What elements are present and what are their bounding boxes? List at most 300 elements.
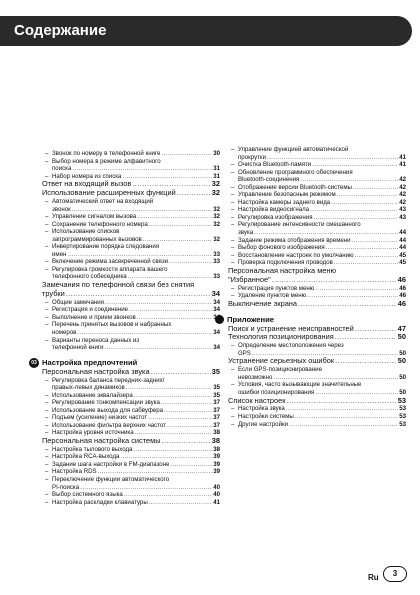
toc-entry-text: Если GPS-позиционирование	[238, 366, 322, 374]
dot-leader	[162, 437, 211, 446]
toc-entry-page: 42	[399, 191, 406, 199]
dot-leader	[137, 314, 213, 322]
bullet-dash: –	[45, 453, 49, 461]
toc-entry-page: 35	[213, 391, 220, 399]
toc-entry-page: 37	[213, 406, 220, 414]
toc-entry-page: 44	[399, 244, 406, 252]
toc-entry[interactable]	[228, 244, 406, 252]
bullet-dash: –	[45, 258, 49, 266]
bullet-dash: –	[45, 265, 49, 273]
bullet-dash: –	[45, 298, 49, 306]
bullet-dash: –	[231, 405, 235, 413]
toc-entry-page: 44	[399, 236, 406, 244]
toc-entry[interactable]	[42, 453, 220, 461]
dot-leader	[126, 384, 212, 392]
toc-entry[interactable]	[42, 468, 220, 476]
section-number-badge: 03	[29, 358, 39, 368]
dot-leader	[133, 446, 212, 454]
dot-leader	[352, 237, 399, 245]
dot-leader	[353, 184, 398, 192]
toc-entry-page: 35	[213, 384, 220, 392]
toc-entry-page: 38	[213, 445, 220, 453]
toc-entry-text: Персональная настройка меню	[228, 265, 337, 275]
toc-entry[interactable]	[42, 150, 220, 158]
dot-leader	[307, 292, 398, 300]
dot-leader	[335, 357, 397, 366]
dot-leader	[77, 329, 212, 337]
dot-leader	[326, 244, 399, 252]
toc-entry[interactable]	[228, 342, 406, 357]
toc-entry[interactable]	[228, 237, 406, 245]
toc-entry-page: 34	[211, 288, 220, 298]
toc-entry-page: 34	[213, 344, 220, 352]
toc-entry-text: трубки	[42, 288, 65, 298]
toc-entry-text: Управление безопасным режимом	[238, 191, 336, 199]
page-number: 3	[383, 566, 407, 582]
dot-leader	[272, 276, 397, 285]
toc-entry-text: Восстановление настроек по умолчанию	[238, 251, 354, 259]
bullet-dash: –	[45, 491, 49, 499]
section-number-badge	[215, 315, 224, 324]
toc-entry-page: 32	[213, 213, 220, 221]
page-title: Содержание	[14, 22, 107, 39]
bullet-dash: –	[45, 220, 49, 228]
toc-entry[interactable]	[228, 191, 406, 199]
toc-entry[interactable]	[42, 407, 220, 415]
bullet-dash: –	[45, 460, 49, 468]
bullet-dash: –	[231, 161, 235, 169]
dot-leader	[164, 407, 212, 415]
bullet-dash: –	[231, 342, 235, 350]
toc-entry[interactable]	[42, 437, 220, 446]
toc-entry[interactable]	[42, 314, 220, 322]
toc-entry-page: 53	[399, 420, 406, 428]
dot-leader	[72, 206, 212, 214]
toc-entry-text: Определение местоположения через	[238, 342, 344, 350]
bullet-dash: –	[45, 198, 49, 205]
toc-entry-text: Удаление пунктов меню	[238, 292, 307, 300]
toc-entry-page: 50	[399, 389, 406, 397]
toc-entry-text: "Избранное"	[228, 274, 271, 284]
toc-entry[interactable]	[228, 397, 406, 406]
toc-entry-text: Регулировка изображения	[238, 213, 313, 221]
toc-entry[interactable]	[228, 206, 406, 214]
toc-entry-page: 37	[213, 399, 220, 407]
toc-entry-text: Общие замечания	[52, 298, 104, 306]
toc-entry-text: номеров	[52, 329, 77, 337]
toc-entry[interactable]	[42, 228, 220, 243]
toc-entry-text: телефонного собеседника	[52, 273, 127, 281]
toc-entry[interactable]	[228, 221, 406, 236]
toc-column-right	[228, 146, 406, 428]
toc-entry-text: Включение режима засекреченной связи	[52, 258, 169, 266]
toc-entry-page: 32	[213, 220, 220, 228]
toc-entry-page: 38	[213, 429, 220, 437]
toc-entry-text: ошибки позиционирования	[238, 389, 315, 397]
toc-entry-text: Обновление программного обеспечения	[238, 168, 353, 176]
toc-entry[interactable]	[42, 266, 220, 281]
toc-entry[interactable]	[228, 169, 406, 184]
toc-entry-text: Bluetooth-соединения	[238, 176, 300, 184]
toc-entry-text: Настройка тылового выхода	[52, 445, 133, 453]
toc-entry-text: Поиск и устранение неисправностей	[228, 323, 354, 333]
toc-entry[interactable]	[228, 267, 406, 285]
toc-entry-text: Настройка уровня источника	[52, 429, 134, 437]
dot-leader	[149, 499, 213, 507]
toc-entry-page: 40	[213, 483, 220, 491]
bullet-dash: –	[231, 251, 235, 259]
toc-entry-text: звука	[238, 229, 254, 237]
toc-entry[interactable]	[228, 199, 406, 207]
dot-leader	[355, 325, 397, 334]
bullet-dash: –	[231, 236, 235, 244]
toc-entry[interactable]	[42, 299, 220, 307]
toc-entry[interactable]	[228, 333, 406, 342]
toc-entry-page: 50	[397, 356, 406, 366]
bullet-dash: –	[45, 376, 49, 384]
bullet-dash: –	[231, 420, 235, 428]
toc-entry[interactable]	[228, 413, 406, 421]
bullet-dash: –	[45, 228, 49, 236]
toc-entry-text: Выбор номера в режиме алфавитного	[52, 157, 161, 165]
toc-entry-text: правых-левых динамиков	[52, 384, 125, 392]
dot-leader	[122, 173, 212, 181]
bullet-dash: –	[45, 421, 49, 429]
toc-entry-text: Настройка камеры заднего вида	[238, 198, 331, 206]
toc-entry[interactable]	[228, 381, 406, 396]
toc-entry-text: Задание шага настройки в FM-диапазоне	[52, 460, 170, 468]
dot-leader	[298, 300, 397, 309]
toc-entry-page: 33	[213, 273, 220, 281]
toc-entry[interactable]	[228, 146, 406, 161]
bullet-dash: –	[231, 206, 235, 214]
toc-entry-page: 34	[213, 329, 220, 337]
toc-entry-text: Варианты переноса данных из	[52, 336, 140, 344]
toc-entry[interactable]	[228, 252, 406, 260]
toc-entry-text: Звонок по номеру в телефонной книге	[52, 150, 161, 157]
toc-entry-text: Персональная настройка звука	[42, 366, 150, 376]
toc-entry[interactable]	[42, 306, 220, 314]
toc-entry-text: Настройка раскладки клавиатуры	[52, 498, 148, 506]
toc-entry-page: 41	[399, 153, 406, 161]
dot-leader	[80, 484, 212, 492]
bullet-dash: –	[45, 321, 49, 329]
toc-entry-text: Замечания по телефонной связи без снятия	[42, 280, 195, 290]
toc-entry[interactable]	[42, 476, 220, 491]
toc-entry[interactable]	[42, 491, 220, 499]
bullet-dash: –	[231, 366, 235, 374]
bullet-dash: –	[231, 413, 235, 421]
toc-entry-text: Устранение серьезных ошибок	[228, 356, 335, 366]
toc-entry[interactable]	[228, 421, 406, 429]
dot-leader	[149, 221, 212, 229]
toc-entry-page: 53	[397, 395, 406, 405]
toc-entry-text: прокрутки	[238, 153, 266, 161]
toc-entry-text: Использование выхода для сабвуфера	[52, 406, 164, 414]
toc-entry[interactable]	[228, 184, 406, 192]
toc-entry[interactable]	[228, 366, 406, 381]
dot-leader	[310, 206, 398, 214]
toc-entry-text: Выполнение и прием звонков	[52, 313, 136, 321]
toc-entry[interactable]	[42, 499, 220, 507]
bullet-dash: –	[231, 284, 235, 292]
toc-entry-text: Управление сигналом вызова	[52, 213, 137, 221]
toc-entry-text: Проверка подключения проводов	[238, 259, 333, 267]
toc-entry-page: 37	[213, 421, 220, 429]
toc-entry-text: Регистрация пунктов меню	[238, 284, 315, 292]
toc-entry-text: GPS	[238, 349, 251, 357]
toc-entry-page: 39	[213, 453, 220, 461]
toc-entry-page: 34	[213, 306, 220, 314]
dot-leader	[286, 397, 396, 406]
dot-leader	[355, 252, 399, 260]
toc-entry-page: 30	[213, 150, 220, 157]
section-title: Приложение	[227, 314, 275, 324]
toc-entry-text: Настройка RDS	[52, 468, 97, 476]
toc-entry-text: Сохранение телефонного номера	[52, 220, 148, 228]
toc-entry-page: 46	[397, 274, 406, 284]
dot-leader	[72, 165, 212, 173]
toc-entry[interactable]	[42, 337, 220, 352]
toc-entry-page: 46	[399, 284, 406, 292]
bullet-dash: –	[45, 391, 49, 399]
dot-leader	[167, 422, 212, 430]
bullet-dash: –	[45, 150, 49, 157]
dot-leader	[314, 214, 399, 222]
toc-entry-text: невозможно	[238, 373, 273, 381]
bullet-dash: –	[45, 313, 49, 321]
toc-entry[interactable]	[42, 422, 220, 430]
toc-entry-page: 46	[399, 292, 406, 300]
bullet-dash: –	[45, 414, 49, 422]
toc-entry-text: Управление функцией автоматической	[238, 146, 349, 153]
toc-entry-text: запрограммированных вызовов	[52, 235, 142, 243]
toc-entry-page: 32	[211, 188, 220, 198]
toc-entry[interactable]	[228, 405, 406, 413]
toc-entry[interactable]	[42, 446, 220, 454]
toc-entry-text: имен	[52, 250, 67, 258]
bullet-dash: –	[45, 157, 49, 165]
toc-entry[interactable]	[42, 258, 220, 266]
toc-entry-page: 39	[213, 460, 220, 468]
header-bar	[0, 16, 412, 46]
bullet-dash: –	[231, 168, 235, 176]
toc-entry-text: Регулировка баланса передних-задних/	[52, 376, 165, 384]
toc-entry-page: 45	[399, 259, 406, 267]
toc-entry-text: поиска	[52, 165, 72, 173]
bullet-dash: –	[45, 406, 49, 414]
bullet-dash: –	[45, 445, 49, 453]
bullet-dash: –	[231, 292, 235, 300]
toc-entry[interactable]	[42, 189, 220, 198]
bullet-dash: –	[45, 172, 49, 180]
dot-leader	[177, 189, 211, 198]
dot-leader	[151, 368, 211, 377]
toc-entry-text: PI-поиска	[52, 483, 80, 491]
bullet-dash: –	[45, 243, 49, 251]
toc-entry[interactable]	[42, 368, 220, 377]
toc-entry-text: Переключение функции автоматического	[52, 476, 170, 484]
toc-entry[interactable]	[228, 214, 406, 222]
toc-entry[interactable]	[42, 414, 220, 422]
bullet-dash: –	[231, 213, 235, 221]
dot-leader	[337, 191, 399, 199]
toc-entry-page: 41	[213, 498, 220, 506]
toc-entry[interactable]	[42, 399, 220, 407]
toc-entry-text: Настройка звука	[238, 405, 285, 413]
dot-leader	[315, 389, 398, 397]
toc-entry-page: 50	[399, 349, 406, 357]
dot-leader	[105, 344, 213, 352]
toc-entry[interactable]	[42, 158, 220, 173]
toc-entry-text: Выключение экрана	[228, 298, 298, 308]
toc-entry-page: 39	[213, 468, 220, 476]
toc-entry-page: 33	[213, 250, 220, 258]
toc-entry[interactable]	[42, 377, 220, 392]
toc-entry-text: Регистрация и соединение	[52, 306, 129, 314]
toc-entry-text: Автоматический ответ на входящий	[52, 198, 154, 205]
toc-entry-page: 46	[397, 298, 406, 308]
toc-entry-page: 47	[397, 323, 406, 333]
dot-leader	[161, 150, 212, 158]
toc-entry[interactable]	[42, 392, 220, 400]
toc-entry-text: Задание режима отображения времени	[238, 236, 351, 244]
dot-leader	[312, 161, 398, 169]
dot-leader	[120, 453, 212, 461]
bullet-dash: –	[231, 191, 235, 199]
toc-entry-page: 53	[399, 405, 406, 413]
toc-entry-text: Условия, часто вызывающие значительные	[238, 381, 362, 389]
toc-entry-page: 50	[397, 332, 406, 342]
bullet-dash: –	[231, 244, 235, 252]
dot-leader	[267, 154, 398, 162]
dot-leader	[295, 413, 398, 421]
toc-entry-page: 53	[399, 413, 406, 421]
toc-entry-page: 43	[399, 213, 406, 221]
toc-entry[interactable]	[42, 321, 220, 336]
toc-entry-text: Настройки системы	[238, 413, 294, 421]
toc-entry-page: 41	[399, 161, 406, 169]
toc-entry-page: 31	[213, 172, 220, 180]
toc-entry-text: Инвертирование порядка следования	[52, 243, 160, 251]
dot-leader	[161, 399, 212, 407]
toc-entry-text: Использование расширенных функций	[42, 188, 176, 198]
bullet-dash: –	[45, 476, 49, 484]
dot-leader	[286, 405, 398, 413]
toc-entry-page: 42	[399, 183, 406, 191]
toc-entry[interactable]	[228, 300, 406, 309]
toc-entry-page: 43	[399, 206, 406, 214]
toc-entry-text: Подъем (усиление) низких частот	[52, 414, 148, 422]
toc-entry-text: Использование списков	[52, 228, 120, 236]
toc-entry-page: 38	[211, 435, 220, 445]
dot-leader	[148, 414, 212, 422]
dot-leader	[300, 176, 398, 184]
bullet-dash: –	[45, 306, 49, 314]
bullet-dash: –	[45, 399, 49, 407]
toc-entry-text: Набор номера из списка	[52, 172, 122, 180]
dot-leader	[129, 306, 212, 314]
dot-leader	[124, 491, 212, 499]
toc-entry-text: Технология позиционирования	[228, 332, 334, 342]
dot-leader	[331, 199, 398, 207]
dot-leader	[273, 374, 398, 382]
toc-column-left	[31, 150, 220, 506]
toc-entry-text: Выбор системного языка	[52, 491, 123, 499]
toc-entry-page: 45	[399, 251, 406, 259]
toc-entry-page: 33	[213, 258, 220, 266]
dot-leader	[67, 251, 212, 259]
dot-leader	[66, 290, 211, 299]
dot-leader	[134, 392, 212, 400]
dot-leader	[289, 421, 398, 429]
toc-entry-page: 32	[211, 179, 220, 189]
toc-entry-text: Регулирование интенсивности смешанного	[238, 221, 361, 229]
toc-entry-page: 40	[213, 491, 220, 499]
dot-leader	[169, 258, 212, 266]
toc-entry-text: Ответ на входящий вызов	[42, 179, 132, 189]
dot-leader	[335, 333, 397, 342]
toc-entry-text: Регулировка громкости аппарата вашего	[52, 265, 168, 273]
dot-leader	[137, 213, 212, 221]
toc-entry-page: 50	[399, 373, 406, 381]
toc-entry[interactable]	[228, 161, 406, 169]
toc-entry-page: 44	[399, 229, 406, 237]
toc-entry-text: Отображение версии Bluetooth-системы	[238, 183, 352, 191]
toc-entry[interactable]	[42, 281, 220, 299]
toc-entry-text: Настройка RCA-выхода	[52, 453, 120, 461]
toc-entry[interactable]	[42, 198, 220, 213]
toc-entry-text: Персональная настройка системы	[42, 435, 161, 445]
bullet-dash: –	[45, 336, 49, 344]
bullet-dash: –	[45, 429, 49, 437]
dot-leader	[143, 236, 212, 244]
dot-leader	[105, 299, 212, 307]
toc-entry-page: 35	[211, 366, 220, 376]
toc-entry-text: Настройка видеосигнала	[238, 206, 310, 214]
toc-entry-text: Перечень принятых вызовов и набранных	[52, 321, 172, 329]
toc-entry-text: Список настроек	[228, 395, 286, 405]
toc-entry[interactable]	[42, 221, 220, 229]
toc-entry-text: Очистка Bluetooth-памяти	[238, 161, 312, 169]
toc-entry-page: 32	[213, 235, 220, 243]
toc-entry-page: 42	[399, 176, 406, 184]
dot-leader	[334, 259, 398, 267]
toc-entry-page: 42	[399, 198, 406, 206]
toc-entry[interactable]	[228, 357, 406, 366]
dot-leader	[98, 468, 213, 476]
bullet-dash: –	[45, 498, 49, 506]
toc-entry[interactable]	[42, 243, 220, 258]
toc-entry-page: 31	[213, 165, 220, 173]
toc-entry-text: звонок	[52, 205, 71, 213]
toc-entry[interactable]	[228, 285, 406, 293]
bullet-dash: –	[231, 146, 235, 153]
section-title: Настройка предпочтений	[42, 357, 138, 367]
toc-entry-text: Регулирование тонкомпенсации звука	[52, 399, 160, 407]
toc-entry-text: Выбор фонового изображения	[238, 244, 325, 252]
toc-entry-page: 34	[213, 298, 220, 306]
toc-entry[interactable]	[42, 213, 220, 221]
toc-entry-text: Другие настройки	[238, 420, 289, 428]
toc-entry-text: Использование фильтра верхних частот	[52, 421, 166, 429]
bullet-dash: –	[45, 468, 49, 476]
toc-entry[interactable]	[42, 461, 220, 469]
toc-entry-text: Использование эквалайзера	[52, 391, 133, 399]
bullet-dash: –	[231, 183, 235, 191]
dot-leader	[315, 285, 398, 293]
language-label: Ru	[368, 573, 379, 582]
